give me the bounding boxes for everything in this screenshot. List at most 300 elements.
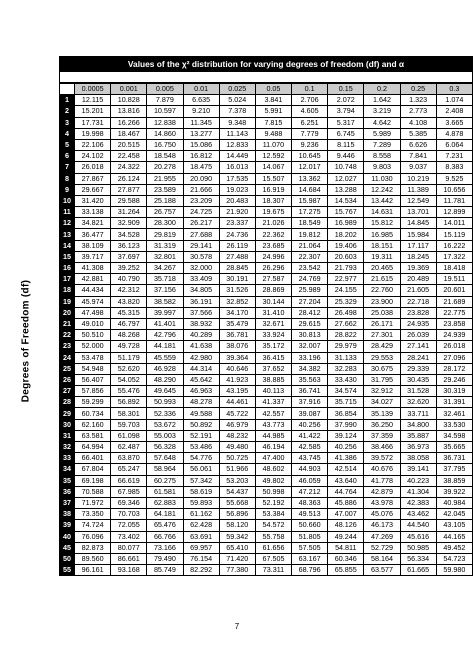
value-cell: 48.232 bbox=[219, 430, 255, 441]
value-cell: 8.558 bbox=[364, 151, 400, 162]
value-cell: 46.194 bbox=[255, 442, 291, 453]
value-cell: 23.337 bbox=[219, 218, 255, 229]
value-cell: 63.577 bbox=[364, 565, 400, 576]
table-row bbox=[60, 207, 473, 218]
value-cell: 41.337 bbox=[255, 397, 291, 408]
value-cell: 17.731 bbox=[75, 117, 111, 128]
value-cell: 38.109 bbox=[75, 240, 111, 251]
value-cell: 21.793 bbox=[328, 263, 364, 274]
value-cell: 1.074 bbox=[436, 95, 472, 106]
value-cell: 28.869 bbox=[255, 285, 291, 296]
value-cell: 51.179 bbox=[111, 352, 147, 363]
value-cell: 63.167 bbox=[292, 553, 328, 564]
value-cell: 32.283 bbox=[328, 363, 364, 374]
value-cell: 32.912 bbox=[364, 386, 400, 397]
table-row bbox=[60, 520, 473, 531]
alpha-header-cell: 0.001 bbox=[111, 84, 147, 95]
table-row bbox=[60, 386, 473, 397]
value-cell: 14.631 bbox=[364, 207, 400, 218]
value-cell: 47.212 bbox=[292, 486, 328, 497]
value-cell: 24.769 bbox=[292, 274, 328, 285]
value-cell: 32.000 bbox=[183, 263, 219, 274]
value-cell: 45.616 bbox=[400, 531, 436, 542]
value-cell: 69.346 bbox=[111, 497, 147, 508]
value-cell: 31.391 bbox=[436, 397, 472, 408]
df-cell: 35 bbox=[60, 475, 75, 486]
value-cell: 20.601 bbox=[436, 285, 472, 296]
value-cell: 36.741 bbox=[292, 386, 328, 397]
value-cell: 19.812 bbox=[292, 229, 328, 240]
value-cell: 26.018 bbox=[436, 341, 472, 352]
df-cell: 17 bbox=[60, 274, 75, 285]
value-cell: 32.909 bbox=[111, 218, 147, 229]
value-cell: 19.675 bbox=[255, 207, 291, 218]
table-row bbox=[60, 263, 473, 274]
value-cell: 47.400 bbox=[255, 453, 291, 464]
value-cell: 5.024 bbox=[219, 95, 255, 106]
value-cell: 32.620 bbox=[400, 397, 436, 408]
value-cell: 50.660 bbox=[292, 520, 328, 531]
value-cell: 39.252 bbox=[111, 263, 147, 274]
value-cell: 30.191 bbox=[219, 274, 255, 285]
value-cell: 6.251 bbox=[292, 117, 328, 128]
value-cell: 34.382 bbox=[292, 363, 328, 374]
value-cell: 25.989 bbox=[292, 285, 328, 296]
value-cell: 11.070 bbox=[255, 139, 291, 150]
table-body bbox=[60, 95, 473, 576]
value-cell: 36.781 bbox=[219, 330, 255, 341]
value-cell: 19.311 bbox=[364, 251, 400, 262]
df-cell: 33 bbox=[60, 453, 75, 464]
table-row bbox=[60, 419, 473, 430]
value-cell: 29.615 bbox=[292, 318, 328, 329]
value-cell: 26.757 bbox=[147, 207, 183, 218]
table-row bbox=[60, 274, 473, 285]
value-cell: 31.526 bbox=[219, 285, 255, 296]
value-cell: 70.588 bbox=[75, 486, 111, 497]
value-cell: 54.052 bbox=[111, 374, 147, 385]
value-cell: 39.572 bbox=[364, 453, 400, 464]
value-cell: 20.483 bbox=[219, 195, 255, 206]
value-cell: 50.725 bbox=[219, 453, 255, 464]
value-cell: 42.557 bbox=[255, 408, 291, 419]
value-cell: 5.989 bbox=[364, 128, 400, 139]
value-cell: 45.722 bbox=[219, 408, 255, 419]
value-cell: 41.401 bbox=[147, 318, 183, 329]
df-cell: 36 bbox=[60, 486, 75, 497]
value-cell: 40.256 bbox=[292, 419, 328, 430]
value-cell: 66.766 bbox=[147, 531, 183, 542]
value-cell: 62.428 bbox=[183, 520, 219, 531]
value-cell: 44.314 bbox=[183, 363, 219, 374]
value-cell: 32.671 bbox=[255, 318, 291, 329]
table-row bbox=[60, 218, 473, 229]
value-cell: 67.505 bbox=[255, 553, 291, 564]
value-cell: 44.181 bbox=[147, 341, 183, 352]
value-cell: 35.715 bbox=[328, 397, 364, 408]
value-cell: 21.689 bbox=[436, 296, 472, 307]
value-cell: 24.736 bbox=[219, 229, 255, 240]
value-cell: 27.587 bbox=[255, 274, 291, 285]
chi-square-table bbox=[59, 83, 473, 576]
value-cell: 31.528 bbox=[400, 386, 436, 397]
value-cell: 52.191 bbox=[183, 430, 219, 441]
value-cell: 15.987 bbox=[292, 195, 328, 206]
value-cell: 16.266 bbox=[111, 117, 147, 128]
value-cell: 66.619 bbox=[111, 475, 147, 486]
value-cell: 19.023 bbox=[219, 184, 255, 195]
value-cell: 42.980 bbox=[183, 352, 219, 363]
table-row bbox=[60, 173, 473, 184]
df-cell: 14 bbox=[60, 240, 75, 251]
value-cell: 16.013 bbox=[219, 162, 255, 173]
value-cell: 18.467 bbox=[111, 128, 147, 139]
value-cell: 35.563 bbox=[292, 374, 328, 385]
value-cell: 36.123 bbox=[111, 240, 147, 251]
value-cell: 55.003 bbox=[147, 430, 183, 441]
table-row bbox=[60, 139, 473, 150]
value-cell: 15.984 bbox=[400, 229, 436, 240]
value-cell: 15.086 bbox=[183, 139, 219, 150]
value-cell: 38.466 bbox=[364, 442, 400, 453]
value-cell: 31.420 bbox=[75, 195, 111, 206]
table-row bbox=[60, 531, 473, 542]
table-row bbox=[60, 486, 473, 497]
value-cell: 33.430 bbox=[328, 374, 364, 385]
value-cell: 37.359 bbox=[364, 430, 400, 441]
alpha-header-cell: 0.005 bbox=[147, 84, 183, 95]
value-cell: 43.640 bbox=[328, 475, 364, 486]
value-cell: 6.626 bbox=[400, 139, 436, 150]
value-cell: 69.957 bbox=[183, 542, 219, 553]
value-cell: 53.478 bbox=[75, 352, 111, 363]
table-row bbox=[60, 341, 473, 352]
value-cell: 13.362 bbox=[292, 173, 328, 184]
value-cell: 4.605 bbox=[292, 106, 328, 117]
value-cell: 14.449 bbox=[219, 151, 255, 162]
value-cell: 9.210 bbox=[183, 106, 219, 117]
value-cell: 13.442 bbox=[364, 195, 400, 206]
value-cell: 24.996 bbox=[255, 251, 291, 262]
value-cell: 27.688 bbox=[183, 229, 219, 240]
value-cell: 27.662 bbox=[328, 318, 364, 329]
value-cell: 48.278 bbox=[183, 397, 219, 408]
value-cell: 4.878 bbox=[436, 128, 472, 139]
value-cell: 2.408 bbox=[436, 106, 472, 117]
value-cell: 14.684 bbox=[292, 184, 328, 195]
value-cell: 6.635 bbox=[183, 95, 219, 106]
value-cell: 14.860 bbox=[147, 128, 183, 139]
value-cell: 35.665 bbox=[436, 442, 472, 453]
alpha-header-cell: 0.01 bbox=[183, 84, 219, 95]
value-cell: 7.841 bbox=[400, 151, 436, 162]
table-row bbox=[60, 363, 473, 374]
table-row bbox=[60, 374, 473, 385]
value-cell: 21.064 bbox=[292, 240, 328, 251]
value-cell: 12.242 bbox=[364, 184, 400, 195]
df-cell: 34 bbox=[60, 464, 75, 475]
value-cell: 16.812 bbox=[183, 151, 219, 162]
value-cell: 72.055 bbox=[111, 520, 147, 531]
value-cell: 38.932 bbox=[183, 318, 219, 329]
value-cell: 65.247 bbox=[111, 464, 147, 475]
value-cell: 71.420 bbox=[219, 553, 255, 564]
value-cell: 27.877 bbox=[111, 184, 147, 195]
value-cell: 22.106 bbox=[75, 139, 111, 150]
value-cell: 40.646 bbox=[219, 363, 255, 374]
value-cell: 51.966 bbox=[219, 464, 255, 475]
value-cell: 53.486 bbox=[183, 442, 219, 453]
value-cell: 33.409 bbox=[183, 274, 219, 285]
value-cell: 56.328 bbox=[147, 442, 183, 453]
df-cell: 8 bbox=[60, 173, 75, 184]
value-cell: 40.289 bbox=[183, 330, 219, 341]
value-cell: 21.605 bbox=[400, 285, 436, 296]
value-cell: 56.896 bbox=[219, 509, 255, 520]
value-cell: 22.760 bbox=[364, 285, 400, 296]
value-cell: 28.845 bbox=[219, 263, 255, 274]
value-cell: 52.192 bbox=[255, 497, 291, 508]
value-cell: 40.223 bbox=[400, 475, 436, 486]
value-cell: 52.620 bbox=[111, 363, 147, 374]
value-cell: 85.749 bbox=[147, 565, 183, 576]
value-cell: 49.010 bbox=[75, 318, 111, 329]
value-cell: 22.775 bbox=[436, 307, 472, 318]
corner-cell bbox=[60, 84, 75, 95]
value-cell: 47.498 bbox=[75, 307, 111, 318]
value-cell: 21.955 bbox=[147, 173, 183, 184]
df-cell: 31 bbox=[60, 430, 75, 441]
value-cell: 86.661 bbox=[111, 553, 147, 564]
value-cell: 13.277 bbox=[183, 128, 219, 139]
df-cell: 1 bbox=[60, 95, 75, 106]
value-cell: 57.648 bbox=[147, 453, 183, 464]
value-cell: 12.027 bbox=[328, 173, 364, 184]
value-cell: 47.269 bbox=[364, 531, 400, 542]
value-cell: 31.319 bbox=[147, 240, 183, 251]
value-cell: 24.935 bbox=[400, 318, 436, 329]
value-cell: 36.731 bbox=[436, 453, 472, 464]
value-cell: 49.480 bbox=[219, 442, 255, 453]
value-cell: 3.794 bbox=[328, 106, 364, 117]
table-row bbox=[60, 497, 473, 508]
value-cell: 37.566 bbox=[183, 307, 219, 318]
value-cell: 43.105 bbox=[436, 520, 472, 531]
value-cell: 42.312 bbox=[111, 285, 147, 296]
df-cell: 55 bbox=[60, 565, 75, 576]
value-cell: 66.401 bbox=[75, 453, 111, 464]
value-cell: 49.588 bbox=[183, 408, 219, 419]
value-cell: 30.675 bbox=[364, 363, 400, 374]
df-cell: 30 bbox=[60, 419, 75, 430]
value-cell: 27.867 bbox=[75, 173, 111, 184]
value-cell: 65.855 bbox=[328, 565, 364, 576]
page-number: 7 bbox=[234, 622, 240, 631]
value-cell: 77.380 bbox=[219, 565, 255, 576]
df-cell: 27 bbox=[60, 386, 75, 397]
value-cell: 54.776 bbox=[183, 453, 219, 464]
alpha-header-row bbox=[60, 84, 473, 95]
df-cell: 38 bbox=[60, 509, 75, 520]
df-cell: 40 bbox=[60, 531, 75, 542]
table-row bbox=[60, 106, 473, 117]
df-cell: 50 bbox=[60, 553, 75, 564]
value-cell: 26.119 bbox=[219, 240, 255, 251]
value-cell: 40.256 bbox=[328, 442, 364, 453]
value-cell: 64.181 bbox=[147, 509, 183, 520]
value-cell: 50.510 bbox=[75, 330, 111, 341]
value-cell: 20.465 bbox=[364, 263, 400, 274]
value-cell: 34.528 bbox=[111, 229, 147, 240]
value-cell: 41.778 bbox=[364, 475, 400, 486]
value-cell: 59.703 bbox=[111, 419, 147, 430]
value-cell: 41.386 bbox=[328, 453, 364, 464]
value-cell: 14.011 bbox=[436, 218, 472, 229]
df-cell: 25 bbox=[60, 363, 75, 374]
value-cell: 12.592 bbox=[255, 151, 291, 162]
value-cell: 53.384 bbox=[255, 509, 291, 520]
df-cell: 2 bbox=[60, 106, 75, 117]
value-cell: 33.530 bbox=[436, 419, 472, 430]
value-cell: 57.505 bbox=[292, 542, 328, 553]
df-cell: 7 bbox=[60, 162, 75, 173]
table-row bbox=[60, 464, 473, 475]
value-cell: 40.790 bbox=[111, 274, 147, 285]
value-cell: 6.745 bbox=[328, 128, 364, 139]
value-cell: 36.973 bbox=[400, 442, 436, 453]
table-row bbox=[60, 240, 473, 251]
value-cell: 7.779 bbox=[292, 128, 328, 139]
value-cell: 71.972 bbox=[75, 497, 111, 508]
df-cell: 16 bbox=[60, 263, 75, 274]
value-cell: 31.795 bbox=[364, 374, 400, 385]
value-cell: 46.173 bbox=[364, 520, 400, 531]
value-cell: 58.301 bbox=[111, 408, 147, 419]
table-row bbox=[60, 542, 473, 553]
value-cell: 45.974 bbox=[75, 296, 111, 307]
value-cell: 43.462 bbox=[400, 509, 436, 520]
value-cell: 7.879 bbox=[147, 95, 183, 106]
df-cell: 12 bbox=[60, 218, 75, 229]
value-cell: 37.990 bbox=[328, 419, 364, 430]
value-cell: 23.542 bbox=[292, 263, 328, 274]
value-cell: 37.652 bbox=[255, 363, 291, 374]
value-cell: 43.978 bbox=[364, 497, 400, 508]
value-cell: 31.410 bbox=[255, 307, 291, 318]
value-cell: 89.560 bbox=[75, 553, 111, 564]
chi-square-table-sheet bbox=[59, 56, 473, 576]
value-cell: 82.873 bbox=[75, 542, 111, 553]
table-row bbox=[60, 475, 473, 486]
value-cell: 62.487 bbox=[111, 442, 147, 453]
value-cell: 28.241 bbox=[400, 352, 436, 363]
value-cell: 25.188 bbox=[147, 195, 183, 206]
value-cell: 55.668 bbox=[219, 497, 255, 508]
alpha-header-cell: 0.25 bbox=[400, 84, 436, 95]
table-row bbox=[60, 229, 473, 240]
value-cell: 28.429 bbox=[364, 341, 400, 352]
value-cell: 12.899 bbox=[436, 207, 472, 218]
value-cell: 9.236 bbox=[292, 139, 328, 150]
table-row bbox=[60, 318, 473, 329]
alpha-header-cell: 0.3 bbox=[436, 84, 472, 95]
value-cell: 29.141 bbox=[183, 240, 219, 251]
df-cell: 32 bbox=[60, 442, 75, 453]
value-cell: 34.027 bbox=[364, 397, 400, 408]
value-cell: 16.919 bbox=[255, 184, 291, 195]
value-cell: 23.858 bbox=[436, 318, 472, 329]
value-cell: 44.434 bbox=[75, 285, 111, 296]
value-cell: 36.191 bbox=[183, 296, 219, 307]
value-cell: 10.656 bbox=[436, 184, 472, 195]
value-cell: 43.195 bbox=[219, 386, 255, 397]
value-cell: 80.077 bbox=[111, 542, 147, 553]
value-cell: 29.667 bbox=[75, 184, 111, 195]
value-cell: 17.322 bbox=[436, 251, 472, 262]
df-cell: 19 bbox=[60, 296, 75, 307]
value-cell: 37.697 bbox=[111, 251, 147, 262]
value-cell: 27.204 bbox=[292, 296, 328, 307]
table-row bbox=[60, 453, 473, 464]
value-cell: 51.805 bbox=[292, 531, 328, 542]
value-cell: 19.406 bbox=[328, 240, 364, 251]
value-cell: 16.985 bbox=[364, 229, 400, 240]
value-cell: 29.553 bbox=[364, 352, 400, 363]
alpha-header-cell: 0.2 bbox=[364, 84, 400, 95]
value-cell: 39.717 bbox=[75, 251, 111, 262]
value-cell: 15.201 bbox=[75, 106, 111, 117]
value-cell: 27.488 bbox=[219, 251, 255, 262]
value-cell: 58.619 bbox=[183, 486, 219, 497]
value-cell: 49.802 bbox=[255, 475, 291, 486]
value-cell: 30.144 bbox=[255, 296, 291, 307]
df-cell: 26 bbox=[60, 374, 75, 385]
value-cell: 12.838 bbox=[147, 117, 183, 128]
value-cell: 52.000 bbox=[75, 341, 111, 352]
value-cell: 43.773 bbox=[255, 419, 291, 430]
value-cell: 39.124 bbox=[328, 430, 364, 441]
value-cell: 45.315 bbox=[111, 307, 147, 318]
value-cell: 17.275 bbox=[292, 207, 328, 218]
value-cell: 15.119 bbox=[436, 229, 472, 240]
value-cell: 13.701 bbox=[400, 207, 436, 218]
value-cell: 21.920 bbox=[219, 207, 255, 218]
value-cell: 69.198 bbox=[75, 475, 111, 486]
value-cell: 26.124 bbox=[111, 173, 147, 184]
value-cell: 65.476 bbox=[147, 520, 183, 531]
value-cell: 50.985 bbox=[400, 542, 436, 553]
value-cell: 20.603 bbox=[328, 251, 364, 262]
value-cell: 40.984 bbox=[436, 497, 472, 508]
value-cell: 61.098 bbox=[111, 430, 147, 441]
value-cell: 50.892 bbox=[183, 419, 219, 430]
value-cell: 28.172 bbox=[436, 363, 472, 374]
value-cell: 10.645 bbox=[292, 151, 328, 162]
value-cell: 20.090 bbox=[183, 173, 219, 184]
value-cell: 48.268 bbox=[111, 330, 147, 341]
value-cell: 16.989 bbox=[328, 218, 364, 229]
df-cell: 45 bbox=[60, 542, 75, 553]
value-cell: 19.369 bbox=[400, 263, 436, 274]
value-cell: 26.171 bbox=[364, 318, 400, 329]
value-cell: 36.477 bbox=[75, 229, 111, 240]
value-cell: 30.435 bbox=[400, 374, 436, 385]
value-cell: 58.964 bbox=[147, 464, 183, 475]
value-cell: 11.389 bbox=[400, 184, 436, 195]
value-cell: 32.801 bbox=[147, 251, 183, 262]
value-cell: 37.916 bbox=[292, 397, 328, 408]
value-cell: 58.120 bbox=[219, 520, 255, 531]
